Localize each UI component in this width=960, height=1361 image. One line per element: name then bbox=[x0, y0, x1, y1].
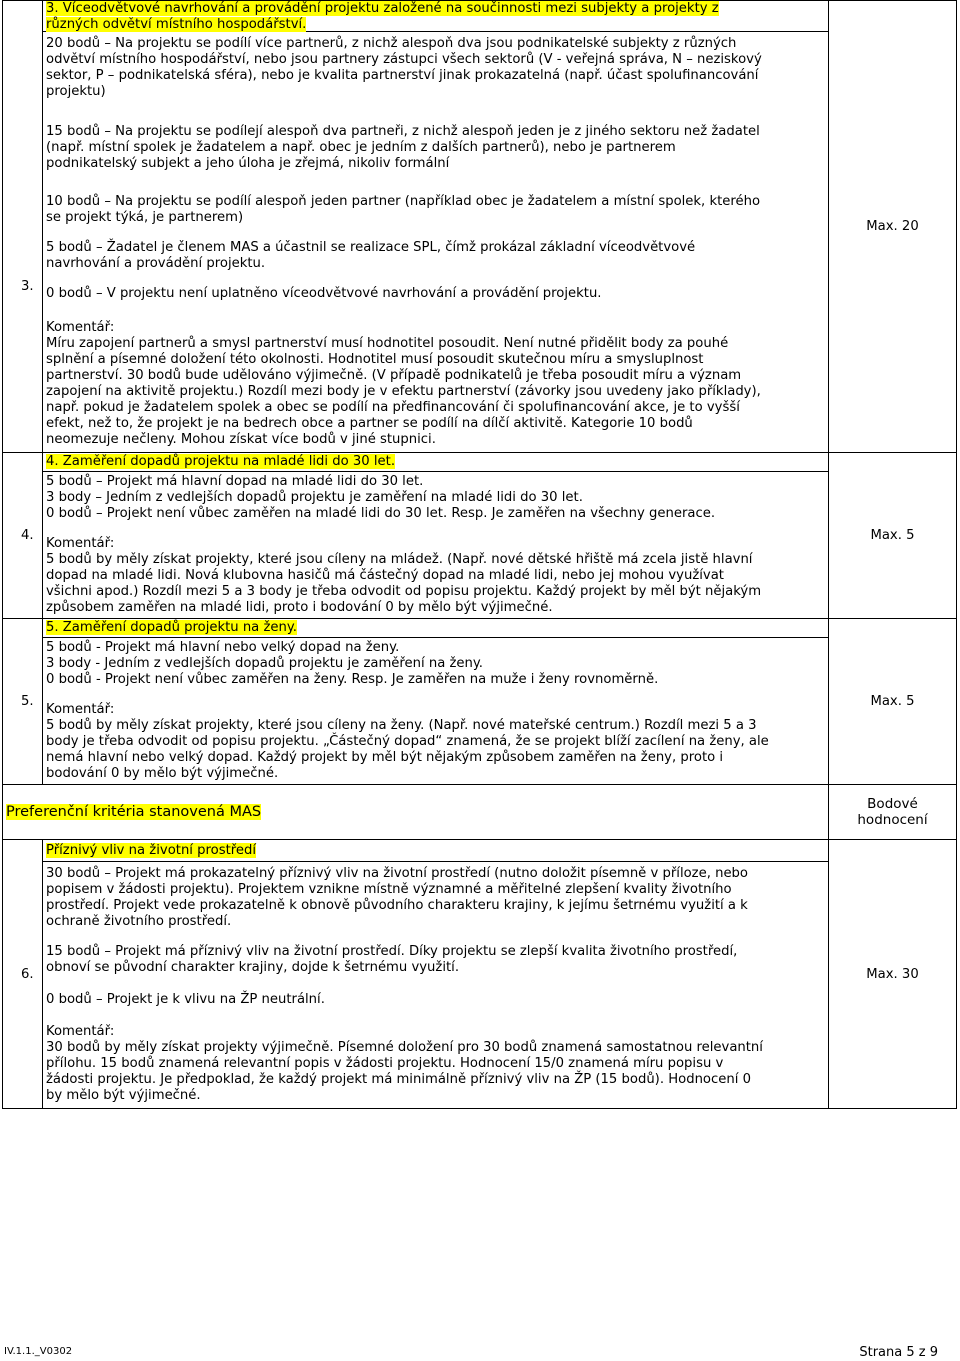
comment-line: přílohu. 15 bodů znamená relevantní popis v žádosti projektu. Hodnocení 15/0 znamená míru popisu v bbox=[46, 1056, 724, 1071]
points-line: 3 body - Jedním z vedlejších dopadů projektu je zaměření na ženy. bbox=[46, 656, 484, 671]
comment-line: neomezuje nečleny. Mohou získat více bodů v jiné stupnici. bbox=[46, 432, 436, 447]
comment-line: např. pokud je žadatelem spolek a obec se podílí na předfinancování či spolufinancování akce, je to vyšší bbox=[46, 400, 740, 415]
points-30-line: ochraně životního prostředí. bbox=[46, 914, 232, 929]
comment-line: 5 bodů by měly získat projekty, které jsou cíleny na ženy. (Např. nové mateřské centrum.) Rozdíl mezi 5 a 3 bbox=[46, 718, 757, 733]
points-20-line: projektu) bbox=[46, 84, 106, 99]
comment-label: Komentář: bbox=[46, 536, 115, 551]
comment-line: nemá hlavní nebo velký dopad. Každý projekt by měl být nějakým způsobem zaměřen na ženy, proto i bbox=[46, 750, 724, 765]
points-15-line: 15 bodů – Projekt má příznivý vliv na životní prostředí. Díky projektu se zlepší kvalita životního prostředí, bbox=[46, 944, 738, 959]
criterion-title: 4. Zaměření dopadů projektu na mladé lidi do 30 let. bbox=[46, 454, 396, 469]
points-30-line: 30 bodů – Projekt má prokazatelný příznivý vliv na životní prostředí (nutno doložit písemně v příloze, nebo bbox=[46, 866, 749, 881]
criterion-score: Max. 20 bbox=[829, 1, 957, 453]
criterion-row-4 bbox=[3, 453, 957, 619]
points-10-line: 10 bodů – Na projektu se podílí alespoň jeden partner (například obec je žadatelem a místní spolek, kterého bbox=[46, 194, 761, 209]
comment-line: všichni apod.) Rozdíl mezi 5 a 3 body je třeba odvodit od popisu projektu. Každý projekt by měl být nějakým bbox=[46, 584, 762, 599]
criterion-body bbox=[43, 453, 829, 619]
comment-line: Míru zapojení partnerů a smysl partnerství musí hodnotitel posoudit. Není nutné přidělit body za pouhé bbox=[46, 336, 729, 351]
criterion-row-6 bbox=[3, 840, 957, 1109]
criterion-score: Max. 5 bbox=[829, 453, 957, 619]
criterion-title: 5. Zaměření dopadů projektu na ženy. bbox=[46, 620, 297, 635]
points-line: 5 bodů - Projekt má hlavní nebo velký dopad na ženy. bbox=[46, 640, 400, 655]
points-15-line: podnikatelský subjekt a jeho úloha je zřejmá, nikoliv formální bbox=[46, 156, 450, 171]
score-column-heading: Bodové hodnocení bbox=[829, 785, 957, 840]
comment-line: 5 bodů by měly získat projekty, které jsou cíleny na mládež. (Např. nové dětské hřiště má zcela jistě hlavní bbox=[46, 552, 753, 567]
criterion-body bbox=[43, 840, 829, 1109]
criterion-number: 3. bbox=[3, 1, 43, 453]
section-title: Preferenční kritéria stanovená MAS bbox=[3, 785, 829, 840]
points-5-line: navrhování a provádění projektu. bbox=[46, 256, 266, 271]
points-10-line: se projekt týká, je partnerem) bbox=[46, 210, 244, 225]
comment-line: způsobem zaměřen na mladé lidi, proto i bodování 0 by mělo být výjimečné. bbox=[46, 600, 553, 615]
criterion-title bbox=[43, 1, 828, 31]
points-line: 0 bodů - Projekt není vůbec zaměřen na ženy. Resp. Je zaměřen na muže i ženy rovnoměrně. bbox=[46, 672, 659, 687]
comment-label: Komentář: bbox=[46, 320, 115, 335]
points-line: 0 bodů – Projekt není vůbec zaměřen na mladé lidi do 30 let. Resp. Je zaměřen na všechny generace. bbox=[46, 506, 716, 521]
points-5-line: 5 bodů – Žadatel je členem MAS a účastnil se realizace SPL, čímž prokázal základní víceodvětvové bbox=[46, 240, 696, 255]
criterion-score: Max. 30 bbox=[829, 840, 957, 1109]
comment-line: zapojení na aktivitě projektu.) Rozdíl mezi body je v efektu partnerství (závorky jsou uvedeny jako příklady), bbox=[46, 384, 761, 399]
points-20-line: odvětví místního hospodářství, nebo jsou partnery zástupci všech sektorů (V - veřejná správa, N – neziskový bbox=[46, 52, 762, 67]
points-20-line: sektor, P – podnikatelská sféra), nebo je kvalita partnerství jinak prokazatelná (např. účast spolufinancování bbox=[46, 68, 759, 83]
comment-label: Komentář: bbox=[46, 1024, 115, 1039]
criterion-body bbox=[43, 619, 829, 785]
points-15-line: obnoví se původní charakter krajiny, dojde k šetrnému využití. bbox=[46, 960, 460, 975]
criteria-table bbox=[2, 0, 957, 1109]
criterion-row-5 bbox=[3, 619, 957, 785]
comment-label: Komentář: bbox=[46, 702, 115, 717]
criterion-number: 4. bbox=[3, 453, 43, 619]
section-header-row bbox=[3, 785, 957, 840]
comment-line: by mělo být výjimečné. bbox=[46, 1088, 201, 1103]
criterion-row-3 bbox=[3, 1, 957, 453]
comment-line: body je třeba odvodit od popisu projektu. „Částečný dopad“ znamená, že se projekt blíží zacílení na ženy, ale bbox=[46, 734, 769, 749]
points-30-line: popisem v žádosti projektu). Projektem vznikne místně významné a měřitelné zlepšení kvality životního bbox=[46, 882, 732, 897]
title-line: 3. Víceodvětvové navrhování a provádění projektu založené na součinnosti mezi subjekty a projekty z bbox=[46, 1, 719, 16]
comment-line: žádosti projektu. Je předpoklad, že každý projekt má minimálně příznivý vliv na ŽP (15 bodů). Hodnocení 0 bbox=[46, 1072, 751, 1087]
criterion-number: 6. bbox=[3, 840, 43, 1109]
criterion-score: Max. 5 bbox=[829, 619, 957, 785]
page-number: Strana 5 z 9 bbox=[859, 1345, 938, 1360]
comment-line: splnění a písemné doložení této okolnosti. Hodnotitel musí posoudit skutečnou míru a smysluplnost bbox=[46, 352, 704, 367]
points-20-line: 20 bodů – Na projektu se podílí více partnerů, z nichž alespoň dva jsou podnikatelské subjekty z různých bbox=[46, 36, 737, 51]
points-30-line: prostředí. Projekt vede prokazatelně k obnově původního charakteru krajiny, k jejímu šetrnému využití a k bbox=[46, 898, 748, 913]
criterion-number: 5. bbox=[3, 619, 43, 785]
comment-line: 30 bodů by měly získat projekty výjimečně. Písemné doložení pro 30 bodů znamená samostatnou relevantní bbox=[46, 1040, 763, 1055]
title-line: různých odvětví místního hospodářství. bbox=[46, 17, 307, 32]
document-code: IV.1.1._V0302 bbox=[4, 1346, 73, 1357]
criterion-body bbox=[43, 1, 829, 453]
points-15-line: 15 bodů – Na projektu se podílejí alespoň dva partneři, z nichž alespoň jeden je z jiného sektoru než žadatel bbox=[46, 124, 760, 139]
criterion-title: Příznivý vliv na životní prostředí bbox=[46, 843, 257, 858]
points-0-line: 0 bodů – Projekt je k vlivu na ŽP neutrální. bbox=[46, 992, 325, 1007]
comment-line: dopad na mladé lidi. Nová klubovna hasičů má částečný dopad na mladé lidi, nebo jej mohou využívat bbox=[46, 568, 724, 583]
points-line: 5 bodů – Projekt má hlavní dopad na mladé lidi do 30 let. bbox=[46, 474, 424, 489]
points-15-line: (např. místní spolek je žadatelem a např. obec je jedním z dalších partnerů), nebo je partnerem bbox=[46, 140, 676, 155]
points-line: 3 body – Jedním z vedlejších dopadů projektu je zaměření na mladé lidi do 30 let. bbox=[46, 490, 583, 505]
points-0-line: 0 bodů – V projektu není uplatněno víceodvětvové navrhování a provádění projektu. bbox=[46, 286, 602, 301]
comment-line: efekt, než to, že projekt je na bedrech obce a partner se podílí na dílčí aktivitě. Kategorie 10 bodů bbox=[46, 416, 693, 431]
comment-line: bodování 0 by mělo být výjimečné. bbox=[46, 766, 279, 781]
comment-line: partnerství. 30 bodů bude udělováno výjimečně. (V případě podnikatelů je třeba posoudit míru a význam bbox=[46, 368, 742, 383]
